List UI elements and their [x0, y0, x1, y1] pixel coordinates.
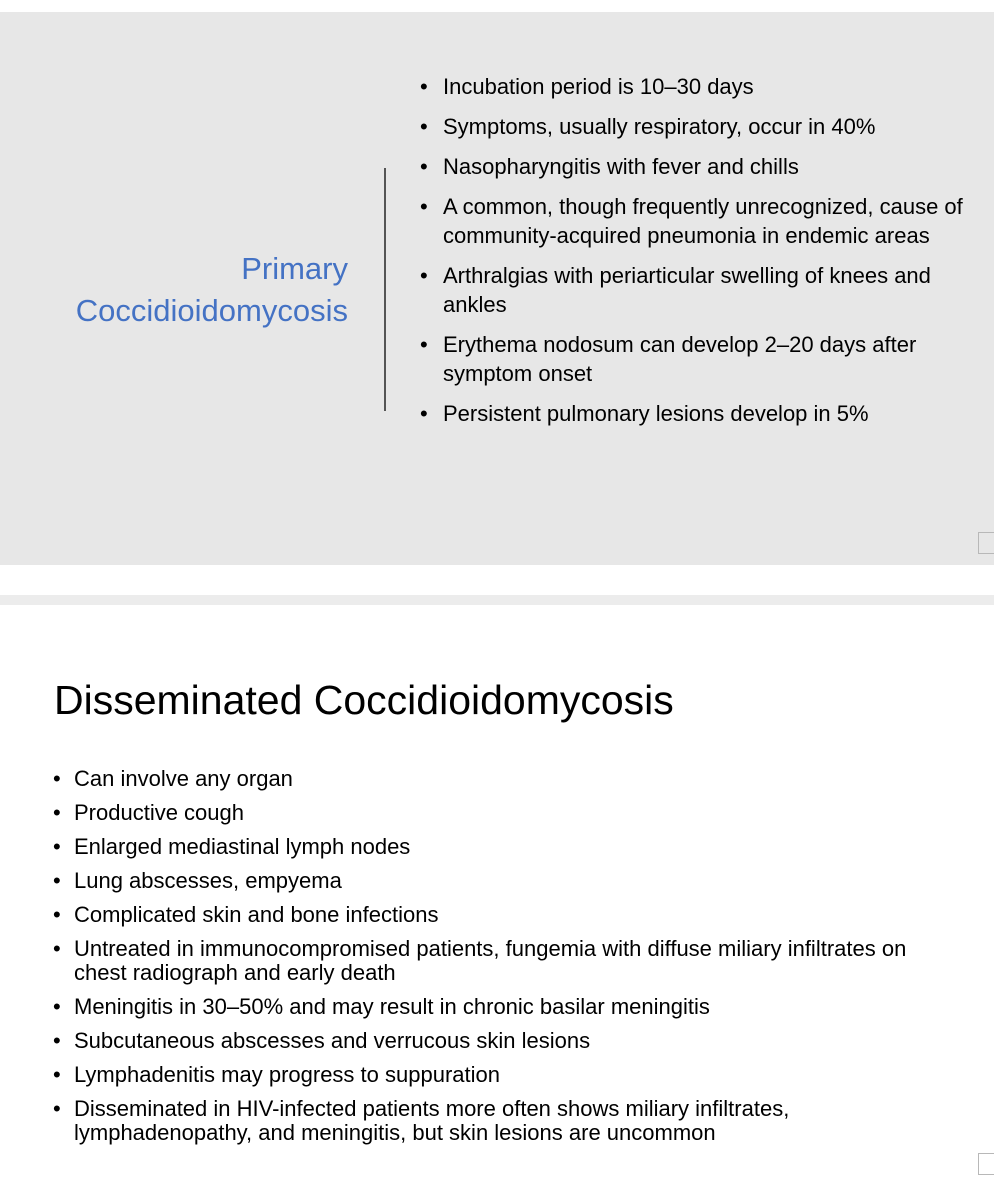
bullet-icon: • [420, 154, 428, 179]
bullet-icon: • [53, 766, 61, 791]
bullet-icon: • [53, 994, 61, 1019]
bullet-icon: • [53, 868, 61, 893]
bullet-icon: • [420, 74, 428, 99]
list-item [418, 152, 988, 181]
list-item [50, 995, 950, 1019]
list-item-text: Disseminated in HIV-infected patients more often shows miliary infiltrates, lymphadenopathy, and meningitis, but skin lesions are uncommon [74, 1096, 790, 1145]
list-item-text: Symptoms, usually respiratory, occur in 40% [443, 114, 876, 139]
bullet-icon: • [420, 194, 428, 219]
list-item [50, 767, 950, 791]
list-item [50, 937, 950, 985]
list-item-text: Nasopharyngitis with fever and chills [443, 154, 799, 179]
list-item-text: Erythema nodosum can develop 2–20 days after symptom onset [443, 332, 917, 386]
list-item-text: A common, though frequently unrecognized, cause of community-acquired pneumonia in endemic areas [443, 194, 963, 248]
bullet-icon: • [53, 800, 61, 825]
slide1-title-line2: Coccidioidomycosis [75, 293, 348, 328]
list-item-text: Incubation period is 10–30 days [443, 74, 754, 99]
list-item [50, 1029, 950, 1053]
list-item-text: Productive cough [74, 800, 244, 825]
list-item [418, 399, 988, 428]
list-item [50, 1063, 950, 1087]
slide-primary-coccidioidomycosis[interactable] [0, 12, 994, 565]
list-item-text: Enlarged mediastinal lymph nodes [74, 834, 411, 859]
slide1-title [28, 248, 348, 332]
slide2-bullet-list [50, 767, 950, 1155]
comment-marker-icon[interactable] [978, 1153, 994, 1175]
list-item-text: Lung abscesses, empyema [74, 868, 342, 893]
list-item [50, 903, 950, 927]
slide-separator [0, 565, 994, 595]
list-item-text: Meningitis in 30–50% and may result in chronic basilar meningitis [74, 994, 710, 1019]
slide1-bullet-list [418, 72, 988, 439]
bullet-icon: • [53, 936, 61, 961]
bullet-icon: • [53, 1062, 61, 1087]
list-item-text: Untreated in immunocompromised patients, fungemia with diffuse miliary infiltrates on chest radiograph and early death [74, 936, 907, 985]
list-item-text: Lymphadenitis may progress to suppuration [74, 1062, 500, 1087]
bullet-icon: • [420, 263, 428, 288]
slide1-title-line1: Primary [241, 251, 348, 286]
comment-marker-icon[interactable] [978, 532, 994, 554]
bullet-icon: • [420, 114, 428, 139]
slide-disseminated-coccidioidomycosis[interactable] [0, 595, 994, 1180]
list-item [418, 192, 988, 250]
list-item [50, 1097, 950, 1145]
slide2-title: Disseminated Coccidioidomycosis [54, 677, 674, 723]
list-item [418, 261, 988, 319]
vertical-divider [384, 168, 386, 411]
bullet-icon: • [420, 332, 428, 357]
bullet-icon: • [53, 834, 61, 859]
list-item-text: Can involve any organ [74, 766, 293, 791]
bullet-icon: • [53, 1028, 61, 1053]
list-item [418, 330, 988, 388]
list-item [50, 869, 950, 893]
bullet-icon: • [53, 1096, 61, 1121]
list-item-text: Persistent pulmonary lesions develop in 5% [443, 401, 869, 426]
bullet-icon: • [420, 401, 428, 426]
list-item [418, 72, 988, 101]
list-item [418, 112, 988, 141]
list-item-text: Complicated skin and bone infections [74, 902, 439, 927]
list-item-text: Subcutaneous abscesses and verrucous skin lesions [74, 1028, 591, 1053]
bullet-icon: • [53, 902, 61, 927]
list-item [50, 835, 950, 859]
list-item [50, 801, 950, 825]
list-item-text: Arthralgias with periarticular swelling of knees and ankles [443, 263, 931, 317]
